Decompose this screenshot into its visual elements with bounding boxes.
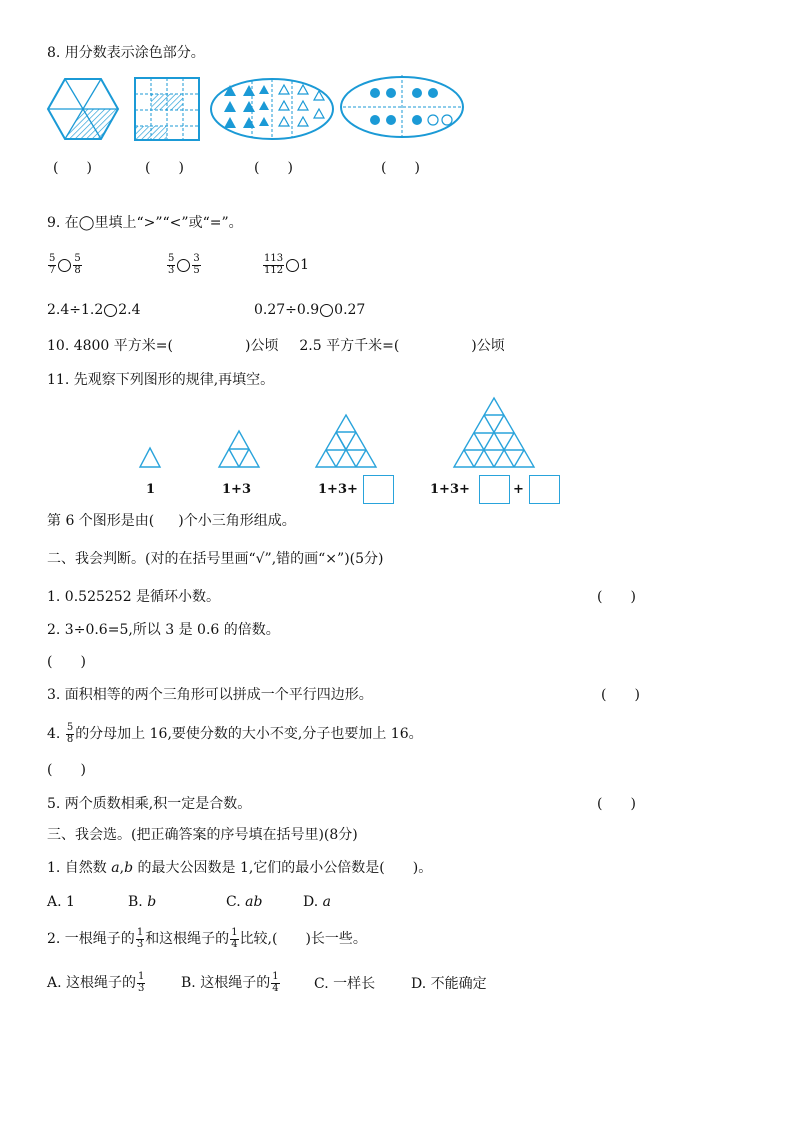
q9-item-4: 2.4÷1.2 2.4 (47, 302, 141, 318)
q10-line: 10. 4800 平方米=( )公顷 2.5 平方千米=( )公顷 (47, 338, 505, 354)
q11-plus: + (513, 482, 524, 497)
fraction: $\frac{1}{3}$ (138, 971, 145, 994)
judge-item-2: 2. 3÷0.6=5,所以 3 是 0.6 的倍数。 (47, 622, 280, 638)
q9-item-5: 0.27÷0.9 0.27 (254, 302, 366, 318)
q8-title: 8. 用分数表示涂色部分。 (47, 45, 205, 61)
compare-circle[interactable] (58, 259, 71, 272)
q11-pattern-figures (130, 395, 570, 475)
oval-triangles-figure (209, 77, 335, 141)
choice-q2: 2. 一根绳子的 $\frac{1}{3}$ 和这根绳子的 $\frac{1}{4}$ 比较,( )长一些。 (47, 927, 367, 950)
q8-answer-blank-3[interactable]: ( ) (254, 160, 293, 176)
q8-answer-blank-2[interactable]: ( ) (145, 160, 184, 176)
q9-item-1 (47, 254, 83, 276)
fraction: $\frac{5}{3}$ (168, 253, 175, 276)
judge-item-5: 5. 两个质数相乘,积一定是合数。 (47, 796, 252, 812)
choice-q2-option-b[interactable]: B. 这根绳子的 $\frac{1}{4}$ (181, 971, 279, 994)
q9-item-2 (166, 254, 202, 276)
fraction: $\frac{113}{112}$ (264, 253, 284, 276)
q11-answer-line: 第 6 个图形是由( )个小三角形组成。 (47, 513, 296, 529)
fraction: $\frac{3}{5}$ (193, 253, 200, 276)
fraction: $\frac{1}{4}$ (272, 971, 279, 994)
judge-bracket-3[interactable]: ( ) (601, 687, 640, 703)
fraction: $\frac{5}{8}$ (66, 722, 74, 745)
choice-q1-option-a[interactable]: A. 1 (47, 894, 75, 910)
q11-title: 11. 先观察下列图形的规律,再填空。 (47, 372, 275, 388)
fraction: $\frac{5}{8}$ (74, 253, 81, 276)
q8-answer-blank-4[interactable]: ( ) (381, 160, 420, 176)
fraction: $\frac{1}{4}$ (231, 927, 238, 950)
q9-item-3: $\frac{113}{112}$ 1 (264, 253, 310, 276)
choice-q1-option-b[interactable]: B. b (128, 894, 157, 910)
q11-label-2: 1+3 (222, 482, 251, 497)
q9-title: 9. 在◯里填上“>”“<”或“=”。 (47, 215, 243, 231)
q11-label-1: 1 (146, 482, 156, 497)
compare-circle[interactable] (286, 259, 299, 272)
q11-answer-box-2[interactable] (479, 475, 510, 504)
compare-circle[interactable] (177, 259, 190, 272)
choice-q2-option-c[interactable]: C. 一样长 (314, 976, 376, 992)
choice-q2-option-d[interactable]: D. 不能确定 (411, 976, 487, 992)
oval-dots-figure (339, 73, 465, 139)
fraction: $\frac{1}{3}$ (136, 927, 144, 950)
judge-bracket-5[interactable]: ( ) (597, 796, 636, 812)
compare-circle[interactable] (104, 304, 117, 317)
judge-item-3: 3. 面积相等的两个三角形可以拼成一个平行四边形。 (47, 687, 373, 703)
choice-q1: 1. 自然数 a,b 的最大公因数是 1,它们的最小公倍数是( )。 (47, 860, 433, 876)
judge-bracket-1[interactable]: ( ) (597, 589, 636, 605)
choice-q2-option-a[interactable]: A. 这根绳子的 $\frac{1}{3}$ (47, 971, 145, 994)
q11-label-4: 1+3+ (430, 482, 470, 497)
section3-heading: 三、我会选。(把正确答案的序号填在括号里)(8分) (47, 827, 358, 843)
judge-item-1: 1. 0.525252 是循环小数。 (47, 589, 221, 605)
judge-bracket-4[interactable]: ( ) (47, 762, 86, 778)
choice-q1-option-c[interactable]: C. ab (226, 894, 263, 910)
q11-answer-box-3[interactable] (529, 475, 560, 504)
q8-answer-blank-1[interactable]: ( ) (53, 160, 92, 176)
section2-heading: 二、我会判断。(对的在括号里画“√”,错的画“×”)(5分) (47, 551, 384, 567)
q11-label-3: 1+3+ (318, 482, 358, 497)
hexagon-figure (46, 77, 120, 141)
compare-circle[interactable] (320, 304, 333, 317)
choice-q1-option-d[interactable]: D. a (303, 894, 331, 910)
q11-answer-box-1[interactable] (363, 475, 394, 504)
judge-item-4: 4. $\frac{5}{8}$ 的分母加上 16,要使分数的大小不变,分子也要加上 16。 (47, 722, 423, 745)
judge-bracket-2[interactable]: ( ) (47, 654, 86, 670)
fraction: $\frac{5}{7}$ (49, 253, 56, 276)
square-grid-figure (132, 75, 202, 143)
